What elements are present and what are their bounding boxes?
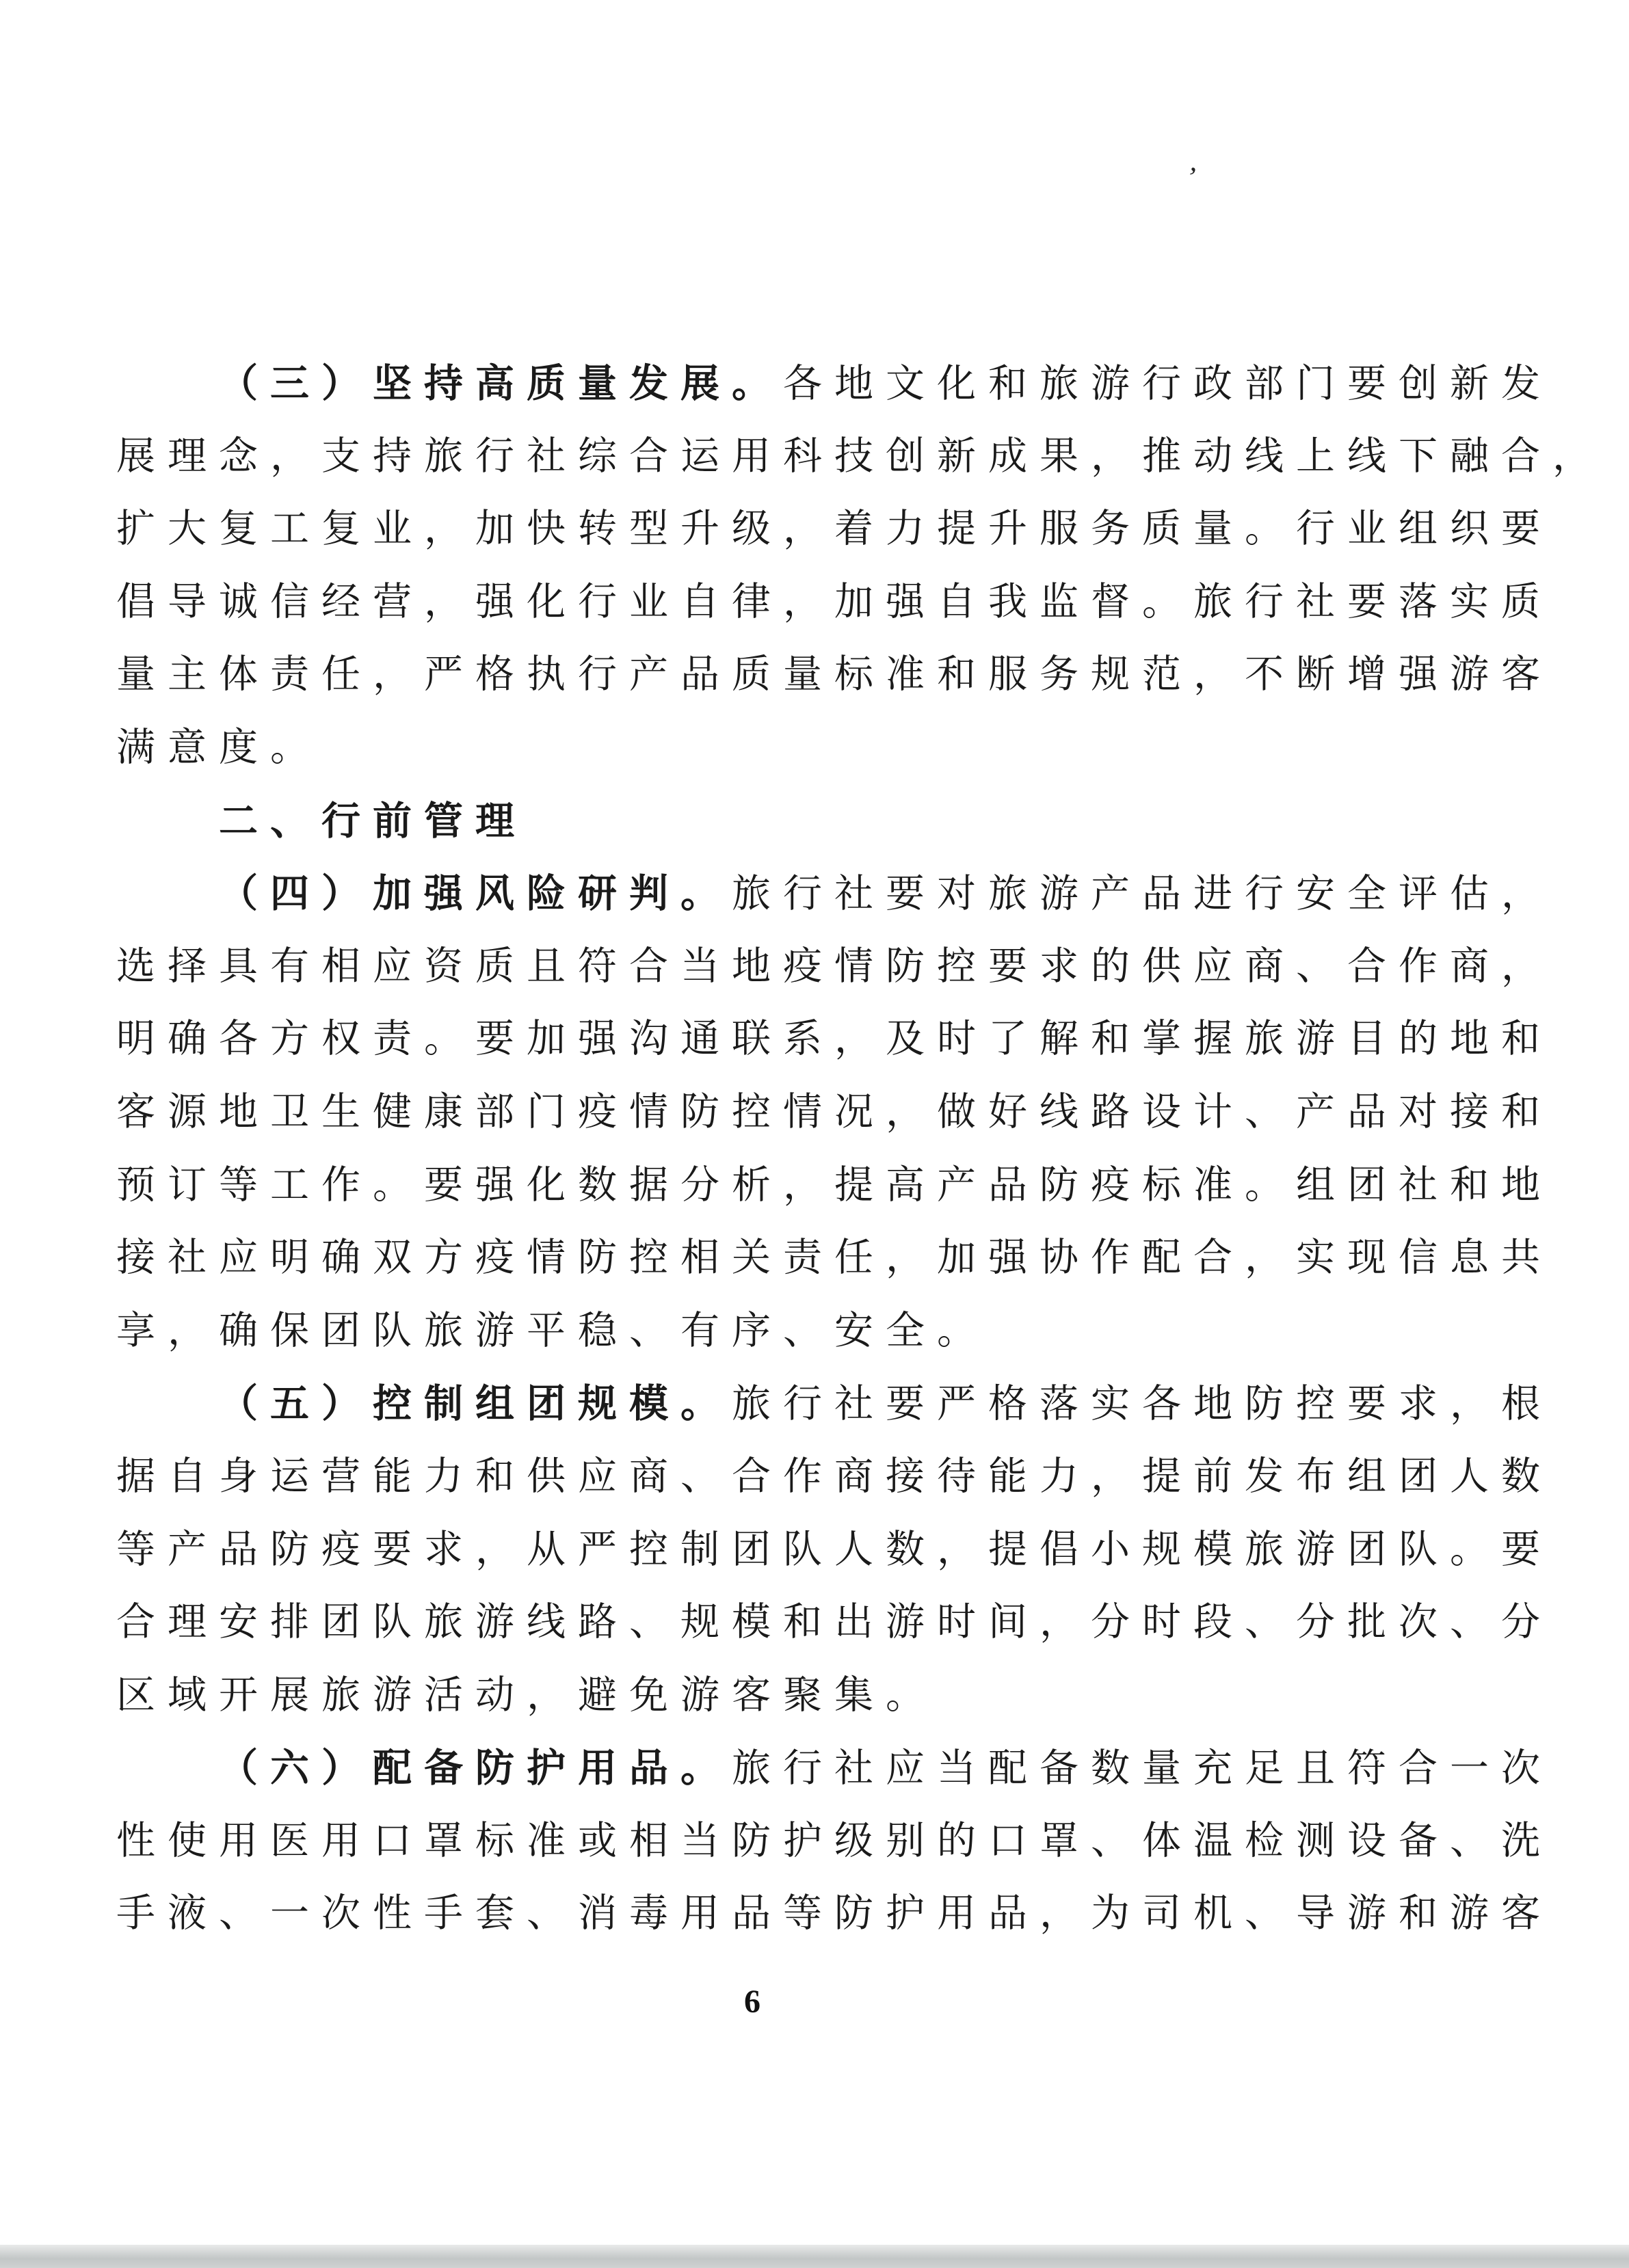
- paragraph-4-lead-line: [116, 857, 1566, 931]
- body-line: 选择具有相应资质且符合当地疫情防控要求的供应商、合作商，: [116, 944, 1552, 988]
- paragraph-5-lead-line: [116, 1368, 1566, 1441]
- body-line: 性使用医用口罩标准或相当防护级别的口罩、体温检测设备、洗: [116, 1819, 1552, 1863]
- body-line: 据自身运营能力和供应商、合作商接待能力，提前发布组团人数: [116, 1454, 1552, 1498]
- paragraph-3-lead-line: [116, 347, 1566, 421]
- body-line: 明确各方权责。要加强沟通联系，及时了解和掌握旅游目的地和: [116, 1017, 1552, 1061]
- paragraph-3-lead-rest: 各地文化和旅游行政部门要创新发: [783, 362, 1552, 405]
- body-line: 满意度。: [116, 725, 321, 769]
- body-line: 手液、一次性手套、消毒用品等防护用品，为司机、导游和游客: [116, 1892, 1552, 1936]
- document-text-block: [116, 347, 1604, 1951]
- body-line: 合理安排团队旅游线路、规模和出游时间，分时段、分批次、分: [116, 1601, 1552, 1644]
- paragraph-4-lead: （四）加强风险研判。: [219, 872, 732, 916]
- body-line: 扩大复工复业，加快转型升级，着力提升服务质量。行业组织要: [116, 507, 1552, 551]
- body-line: 预订等工作。要强化数据分析，提高产品防疫标准。组团社和地: [116, 1163, 1552, 1207]
- section-heading-pre-trip-management: 二、行前管理: [219, 799, 527, 843]
- page-number: 6: [744, 1984, 760, 2020]
- body-line: 区域开展旅游活动，避免游客聚集。: [116, 1673, 937, 1717]
- paragraph-6-lead: （六）配备防护用品。: [219, 1746, 732, 1791]
- body-line: 接社应明确双方疫情防控相关责任，加强协作配合，实现信息共: [116, 1236, 1552, 1280]
- scan-speck-artifact: ’: [1184, 161, 1200, 194]
- paragraph-6-lead-rest: 旅行社应当配备数量充足且符合一次: [732, 1747, 1552, 1791]
- body-line: 享，确保团队旅游平稳、有序、安全。: [116, 1309, 988, 1352]
- body-line: 客源地卫生健康部门疫情防控情况，做好线路设计、产品对接和: [116, 1090, 1552, 1134]
- body-line: 等产品防疫要求，从严控制团队人数，提倡小规模旅游团队。要: [116, 1527, 1552, 1571]
- body-line: 倡导诚信经营，强化行业自律，加强自我监督。旅行社要落实质: [116, 580, 1552, 624]
- paragraph-6-lead-line: [116, 1732, 1566, 1805]
- body-line: 展理念，支持旅行社综合运用科技创新成果，推动线上线下融合，: [116, 434, 1604, 478]
- paragraph-3-lead: （三）坚持高质量发展。: [219, 362, 783, 405]
- paragraph-5-lead-rest: 旅行社要严格落实各地防控要求，根: [732, 1383, 1552, 1426]
- scan-bottom-edge-artifact: [0, 2245, 1629, 2268]
- paragraph-4-lead-rest: 旅行社要对旅游产品进行安全评估，: [732, 872, 1552, 916]
- paragraph-5-lead: （五）控制组团规模。: [219, 1382, 732, 1426]
- body-line: 量主体责任，严格执行产品质量标准和服务规范，不断增强游客: [116, 653, 1552, 697]
